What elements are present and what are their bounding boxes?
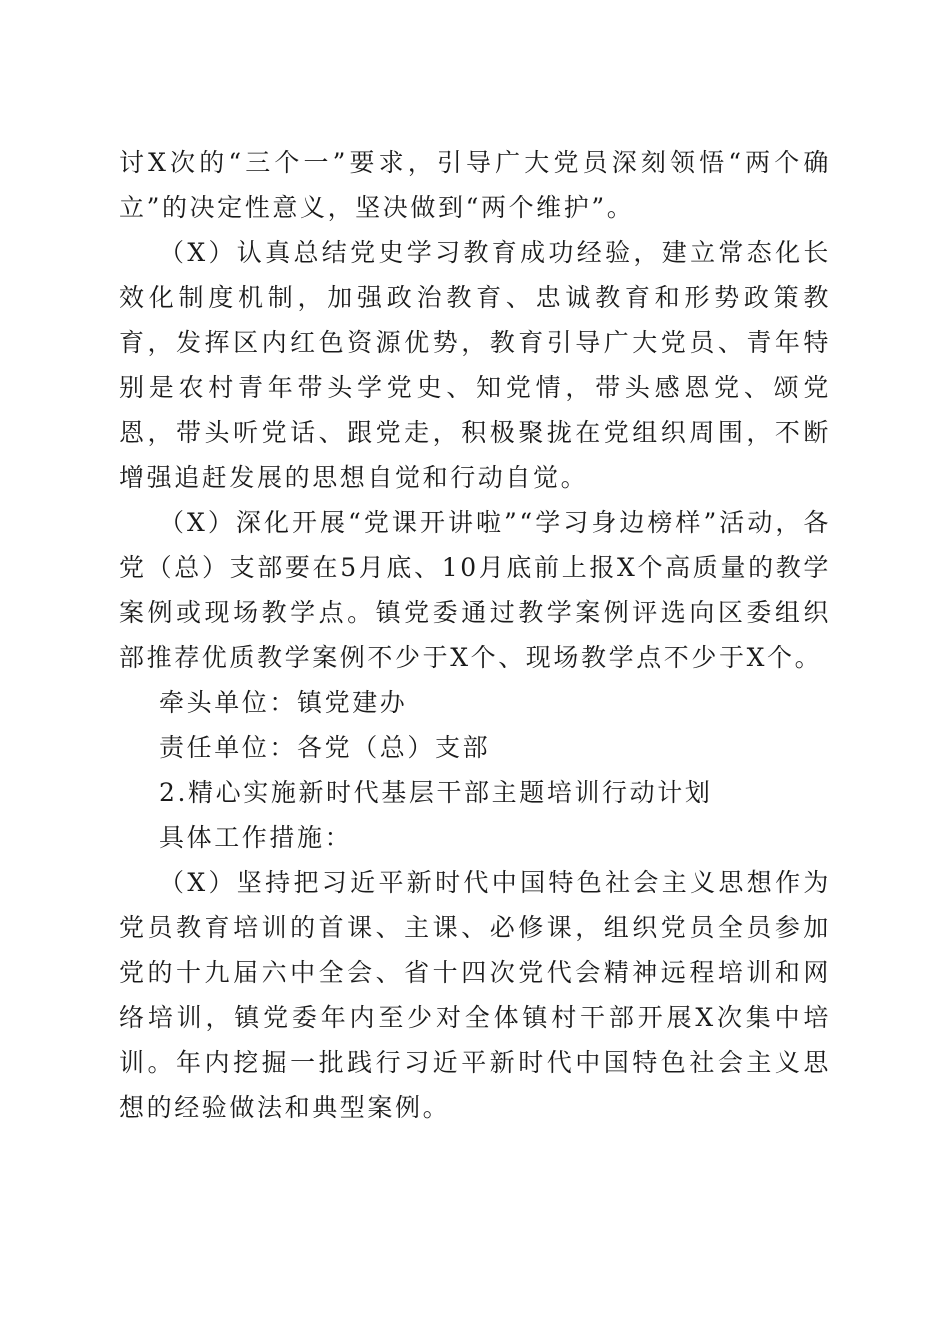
lead-unit-line: 牵头单位：镇党建办: [159, 688, 408, 717]
responsible-unit-line: 责任单位：各党（总）支部: [159, 733, 491, 762]
section-heading: 2.精心实施新时代基层干部主题培训行动计划: [159, 778, 713, 807]
paragraph-training: （X）坚持把习近平新时代中国特色社会主义思想作为党员教育培训的首课、主课、必修课，组织党员全员参加党的十九届六中全会、省十四次党代会精神远程培训和网络培训，镇党委年内至少对全体镇村干部开展X次集中培训。年内挖掘一批践行习近平新时代中国特色社会主义思想的经验做法和典型案例。: [119, 868, 831, 1122]
paragraph-party-history: （X）认真总结党史学习教育成功经验，建立常态化长效化制度机制，加强政治教育、忠诚教育和形势政策教育，发挥区内红色资源优势，教育引导广大党员、青年特别是农村青年带头学党史、知党情，带头感恩党、颂党恩，带头听党话、跟党走，积极聚拢在党组织周围，不断增强追赶发展的思想自觉和行动自觉。: [119, 238, 831, 492]
paragraph-continuation: 讨X次的“三个一”要求，引导广大党员深刻领悟“两个确立”的决定性意义，坚决做到“两个维护”。: [119, 148, 831, 222]
paragraph-party-lessons: （X）深化开展“党课开讲啦”“学习身边榜样”活动，各党（总）支部要在5月底、10月底前上报X个高质量的教学案例或现场教学点。镇党委通过教学案例评选向区委组织部推荐优质教学案例不少于X个、现场教学点不少于X个。: [119, 508, 831, 672]
document-body: [119, 140, 831, 1130]
measures-heading: 具体工作措施：: [159, 823, 353, 852]
